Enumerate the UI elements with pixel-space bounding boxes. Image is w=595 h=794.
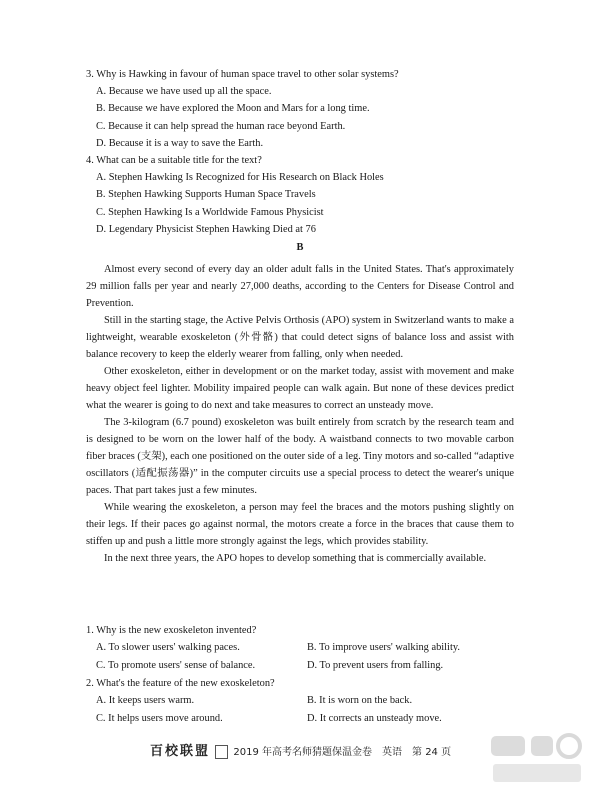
question-3-option-c: C. Because it can help spread the human race beyond Earth. bbox=[96, 120, 346, 132]
page-footer bbox=[150, 740, 451, 759]
question-1 bbox=[86, 622, 514, 674]
option-row bbox=[86, 692, 514, 710]
question-2-option-d: D. It corrects an unsteady move. bbox=[307, 712, 442, 724]
question-3-option-b: B. Because we have explored the Moon and Mars for a long time. bbox=[96, 103, 370, 115]
question-3-option-d: D. Because it is a way to save the Earth. bbox=[96, 137, 264, 149]
passage-paragraph: Other exoskeleton, either in development or on the market today, assist with movement and make heavy object feel lighter. Mobility impaired people can walk again. But none of these devices predict what the wearer is going to do next and take measures to correct an unsteady move. bbox=[86, 366, 514, 411]
question-2-option-a: A. It keeps users warm. bbox=[96, 695, 195, 707]
passage-paragraph: In the next three years, the APO hopes to develop something that is commercially available. bbox=[104, 553, 487, 564]
passage-paragraph: While wearing the exoskeleton, a person may feel the braces and the motors pushing slightly on their legs. If their paces go against normal, the motors create a force in the braces that cause them to stiffen up and push a little more strongly against the legs, which provides stability. bbox=[86, 502, 514, 547]
question-2 bbox=[86, 675, 514, 727]
question-3 bbox=[86, 66, 514, 152]
option-row bbox=[86, 657, 514, 675]
question-4 bbox=[86, 152, 514, 238]
section-heading: B bbox=[296, 242, 304, 253]
question-1-option-b: B. To improve users' walking ability. bbox=[307, 642, 460, 654]
option-row bbox=[86, 710, 514, 728]
footer-brand: 百校联盟 bbox=[150, 744, 211, 759]
section-b bbox=[86, 240, 514, 567]
question-4-option-d: D. Legendary Physicist Stephen Hawking Died at 76 bbox=[96, 223, 316, 235]
question-1-stem: 1. Why is the new exoskeleton invented? bbox=[86, 625, 257, 636]
seal-icon bbox=[215, 745, 228, 759]
question-1-option-c: C. To promote users' sense of balance. bbox=[96, 659, 256, 671]
option-row bbox=[86, 639, 514, 657]
footer-text: 2019 年高考名师猜题保温金卷 英语 第 24 页 bbox=[233, 747, 452, 758]
passage-paragraph: The 3-kilogram (6.7 pound) exoskeleton was built entirely from scratch by the research team and is designed to be worn on the lower half of the body. A waistband connects to two movable carbon fiber braces (支架), each one positioned on the outer side of a leg. Tiny motors and so-called “adaptive oscillators (适配振荡器)” in the computer circuits use a special process to detect the wearer's unique paces. That part takes just a few minutes. bbox=[86, 417, 514, 496]
site-logo-icon bbox=[487, 728, 587, 790]
passage-paragraph: Still in the starting stage, the Active Pelvis Orthosis (APO) system in Switzerland wants to make a lightweight, wearable exoskeleton (外骨骼) that could detect signs of balance loss and assist with balance recovery to keep the elderly wearer from falling, only when needed. bbox=[86, 315, 514, 360]
question-2-stem: 2. What's the feature of the new exoskeleton? bbox=[86, 678, 275, 689]
question-2-option-b: B. It is worn on the back. bbox=[307, 695, 413, 707]
question-4-stem: 4. What can be a suitable title for the text? bbox=[86, 155, 262, 166]
question-3-option-a: A. Because we have used up all the space. bbox=[96, 86, 272, 98]
question-1-option-d: D. To prevent users from falling. bbox=[307, 659, 444, 671]
question-4-option-b: B. Stephen Hawking Supports Human Space Travels bbox=[96, 189, 316, 201]
question-4-option-c: C. Stephen Hawking Is a Worldwide Famous Physicist bbox=[96, 206, 324, 218]
passage-paragraph: Almost every second of every day an older adult falls in the United States. That's approximately 29 million falls per year and nearly 27,000 deaths, according to the Centers for Disease Control and Prevention. bbox=[86, 264, 514, 309]
question-1-option-a: A. To slower users' walking paces. bbox=[96, 642, 240, 654]
question-4-option-a: A. Stephen Hawking Is Recognized for His Research on Black Holes bbox=[96, 172, 384, 184]
question-3-stem: 3. Why is Hawking in favour of human space travel to other solar systems? bbox=[86, 69, 399, 80]
question-2-option-c: C. It helps users move around. bbox=[96, 712, 223, 724]
